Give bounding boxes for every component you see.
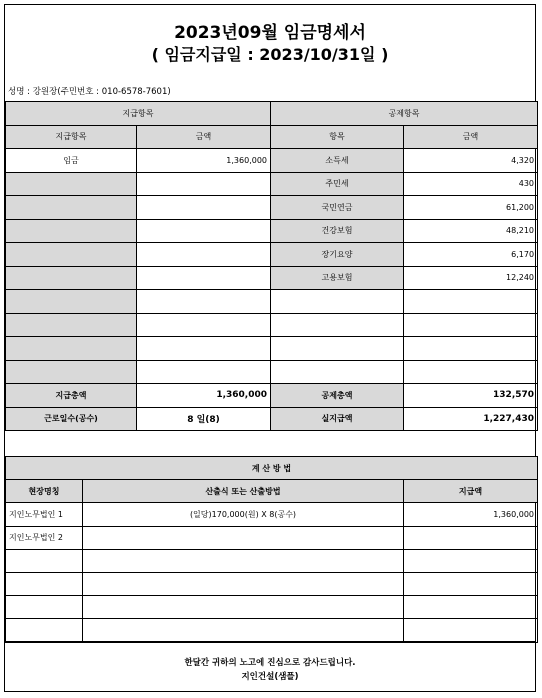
table-row — [6, 243, 538, 267]
calc-amount-cell — [404, 572, 538, 595]
pay-statement — [4, 4, 536, 692]
deduct-item-cell — [271, 360, 404, 384]
deduct-item-cell — [271, 290, 404, 314]
pay-section-header: 지급항목 — [6, 102, 271, 126]
table-row — [6, 172, 538, 196]
payment-date: ( 임금지급일 : 2023/10/31일 ) — [151, 45, 389, 64]
calc-amount-cell: 1,360,000 — [404, 503, 538, 526]
deduct-amount-cell: 4,320 — [404, 149, 538, 173]
calc-section-header: 계 산 방 법 — [6, 457, 538, 480]
pay-amount-cell — [137, 290, 271, 314]
deduct-item-header: 항목 — [271, 125, 404, 149]
pay-item-cell: 임금 — [6, 149, 137, 173]
pay-amount-cell — [137, 313, 271, 337]
calc-method-cell — [83, 596, 404, 619]
calc-row — [6, 526, 538, 549]
deduct-item-cell: 주민세 — [271, 172, 404, 196]
workdays-label: 근로일수(공수) — [6, 407, 137, 431]
footer — [5, 641, 535, 693]
pay-item-cell — [6, 360, 137, 384]
pay-amount-cell: 1,360,000 — [137, 149, 271, 173]
calc-amount-cell — [404, 619, 538, 642]
calc-row — [6, 503, 538, 526]
calc-row — [6, 596, 538, 619]
table-row — [6, 149, 538, 173]
deduct-amount-cell — [404, 337, 538, 361]
total-pay-value: 1,360,000 — [137, 384, 271, 408]
pay-item-header: 지급항목 — [6, 125, 137, 149]
calc-method-cell — [83, 619, 404, 642]
calc-row — [6, 549, 538, 572]
company-name: 지인건설(샘플) — [241, 672, 299, 682]
pay-amount-cell — [137, 219, 271, 243]
document-title: 2023년09월 임금명세서 — [174, 23, 366, 43]
pay-amount-cell — [137, 172, 271, 196]
table-row — [6, 290, 538, 314]
calc-method-header: 산출식 또는 산출방법 — [83, 480, 404, 503]
net-pay-value: 1,227,430 — [404, 407, 538, 431]
pay-amount-cell — [137, 360, 271, 384]
site-name-cell — [6, 596, 83, 619]
deduct-amount-cell — [404, 360, 538, 384]
table-row — [6, 266, 538, 290]
pay-amount-cell — [137, 337, 271, 361]
total-deduct-value: 132,570 — [404, 384, 538, 408]
pay-item-cell — [6, 313, 137, 337]
calc-method-cell — [83, 572, 404, 595]
deduct-item-cell: 고용보험 — [271, 266, 404, 290]
pay-item-cell — [6, 243, 137, 267]
deduct-amount-cell: 430 — [404, 172, 538, 196]
table-row — [6, 360, 538, 384]
deduct-item-cell: 소득세 — [271, 149, 404, 173]
deduct-item-cell: 국민연금 — [271, 196, 404, 220]
calc-amount-header: 지급액 — [404, 480, 538, 503]
site-name-cell — [6, 572, 83, 595]
pay-item-cell — [6, 219, 137, 243]
deduct-item-cell: 건강보험 — [271, 219, 404, 243]
net-pay-label: 실지급액 — [271, 407, 404, 431]
pay-item-cell — [6, 290, 137, 314]
table-row — [6, 196, 538, 220]
deduct-amount-header: 금액 — [404, 125, 538, 149]
site-name-cell: 지인노무법인 2 — [6, 526, 83, 549]
deduct-item-cell: 장기요양 — [271, 243, 404, 267]
deduct-amount-cell: 61,200 — [404, 196, 538, 220]
deduct-section-header: 공제항목 — [271, 102, 538, 126]
pay-amount-cell — [137, 196, 271, 220]
employee-info: 성명 : 강원장(주민번호 : 010-6578-7601) — [8, 87, 171, 97]
calc-amount-cell — [404, 596, 538, 619]
thanks-message: 한달간 귀하의 노고에 진심으로 감사드립니다. — [184, 658, 356, 668]
pay-table — [5, 101, 538, 431]
workdays-value: 8 일(8) — [137, 407, 271, 431]
table-row — [6, 313, 538, 337]
calc-row — [6, 572, 538, 595]
pay-amount-header: 금액 — [137, 125, 271, 149]
calc-row — [6, 619, 538, 642]
pay-amount-cell — [137, 266, 271, 290]
deduct-amount-cell: 12,240 — [404, 266, 538, 290]
pay-item-cell — [6, 196, 137, 220]
deduct-amount-cell — [404, 313, 538, 337]
site-name-cell — [6, 549, 83, 572]
pay-item-cell — [6, 266, 137, 290]
pay-item-cell — [6, 337, 137, 361]
deduct-amount-cell — [404, 290, 538, 314]
site-name-cell: 지인노무법인 1 — [6, 503, 83, 526]
total-pay-label: 지급총액 — [6, 384, 137, 408]
total-deduct-label: 공제총액 — [271, 384, 404, 408]
deduct-amount-cell: 6,170 — [404, 243, 538, 267]
site-name-cell — [6, 619, 83, 642]
calc-amount-cell — [404, 549, 538, 572]
pay-item-cell — [6, 172, 137, 196]
deduct-item-cell — [271, 337, 404, 361]
site-name-header: 현장명칭 — [6, 480, 83, 503]
calc-amount-cell — [404, 526, 538, 549]
calc-method-cell: (일당)170,000(원) X 8(공수) — [83, 503, 404, 526]
table-row — [6, 219, 538, 243]
table-row — [6, 337, 538, 361]
pay-amount-cell — [137, 243, 271, 267]
calc-table — [5, 456, 538, 643]
deduct-item-cell — [271, 313, 404, 337]
deduct-amount-cell: 48,210 — [404, 219, 538, 243]
calc-method-cell — [83, 549, 404, 572]
calc-method-cell — [83, 526, 404, 549]
